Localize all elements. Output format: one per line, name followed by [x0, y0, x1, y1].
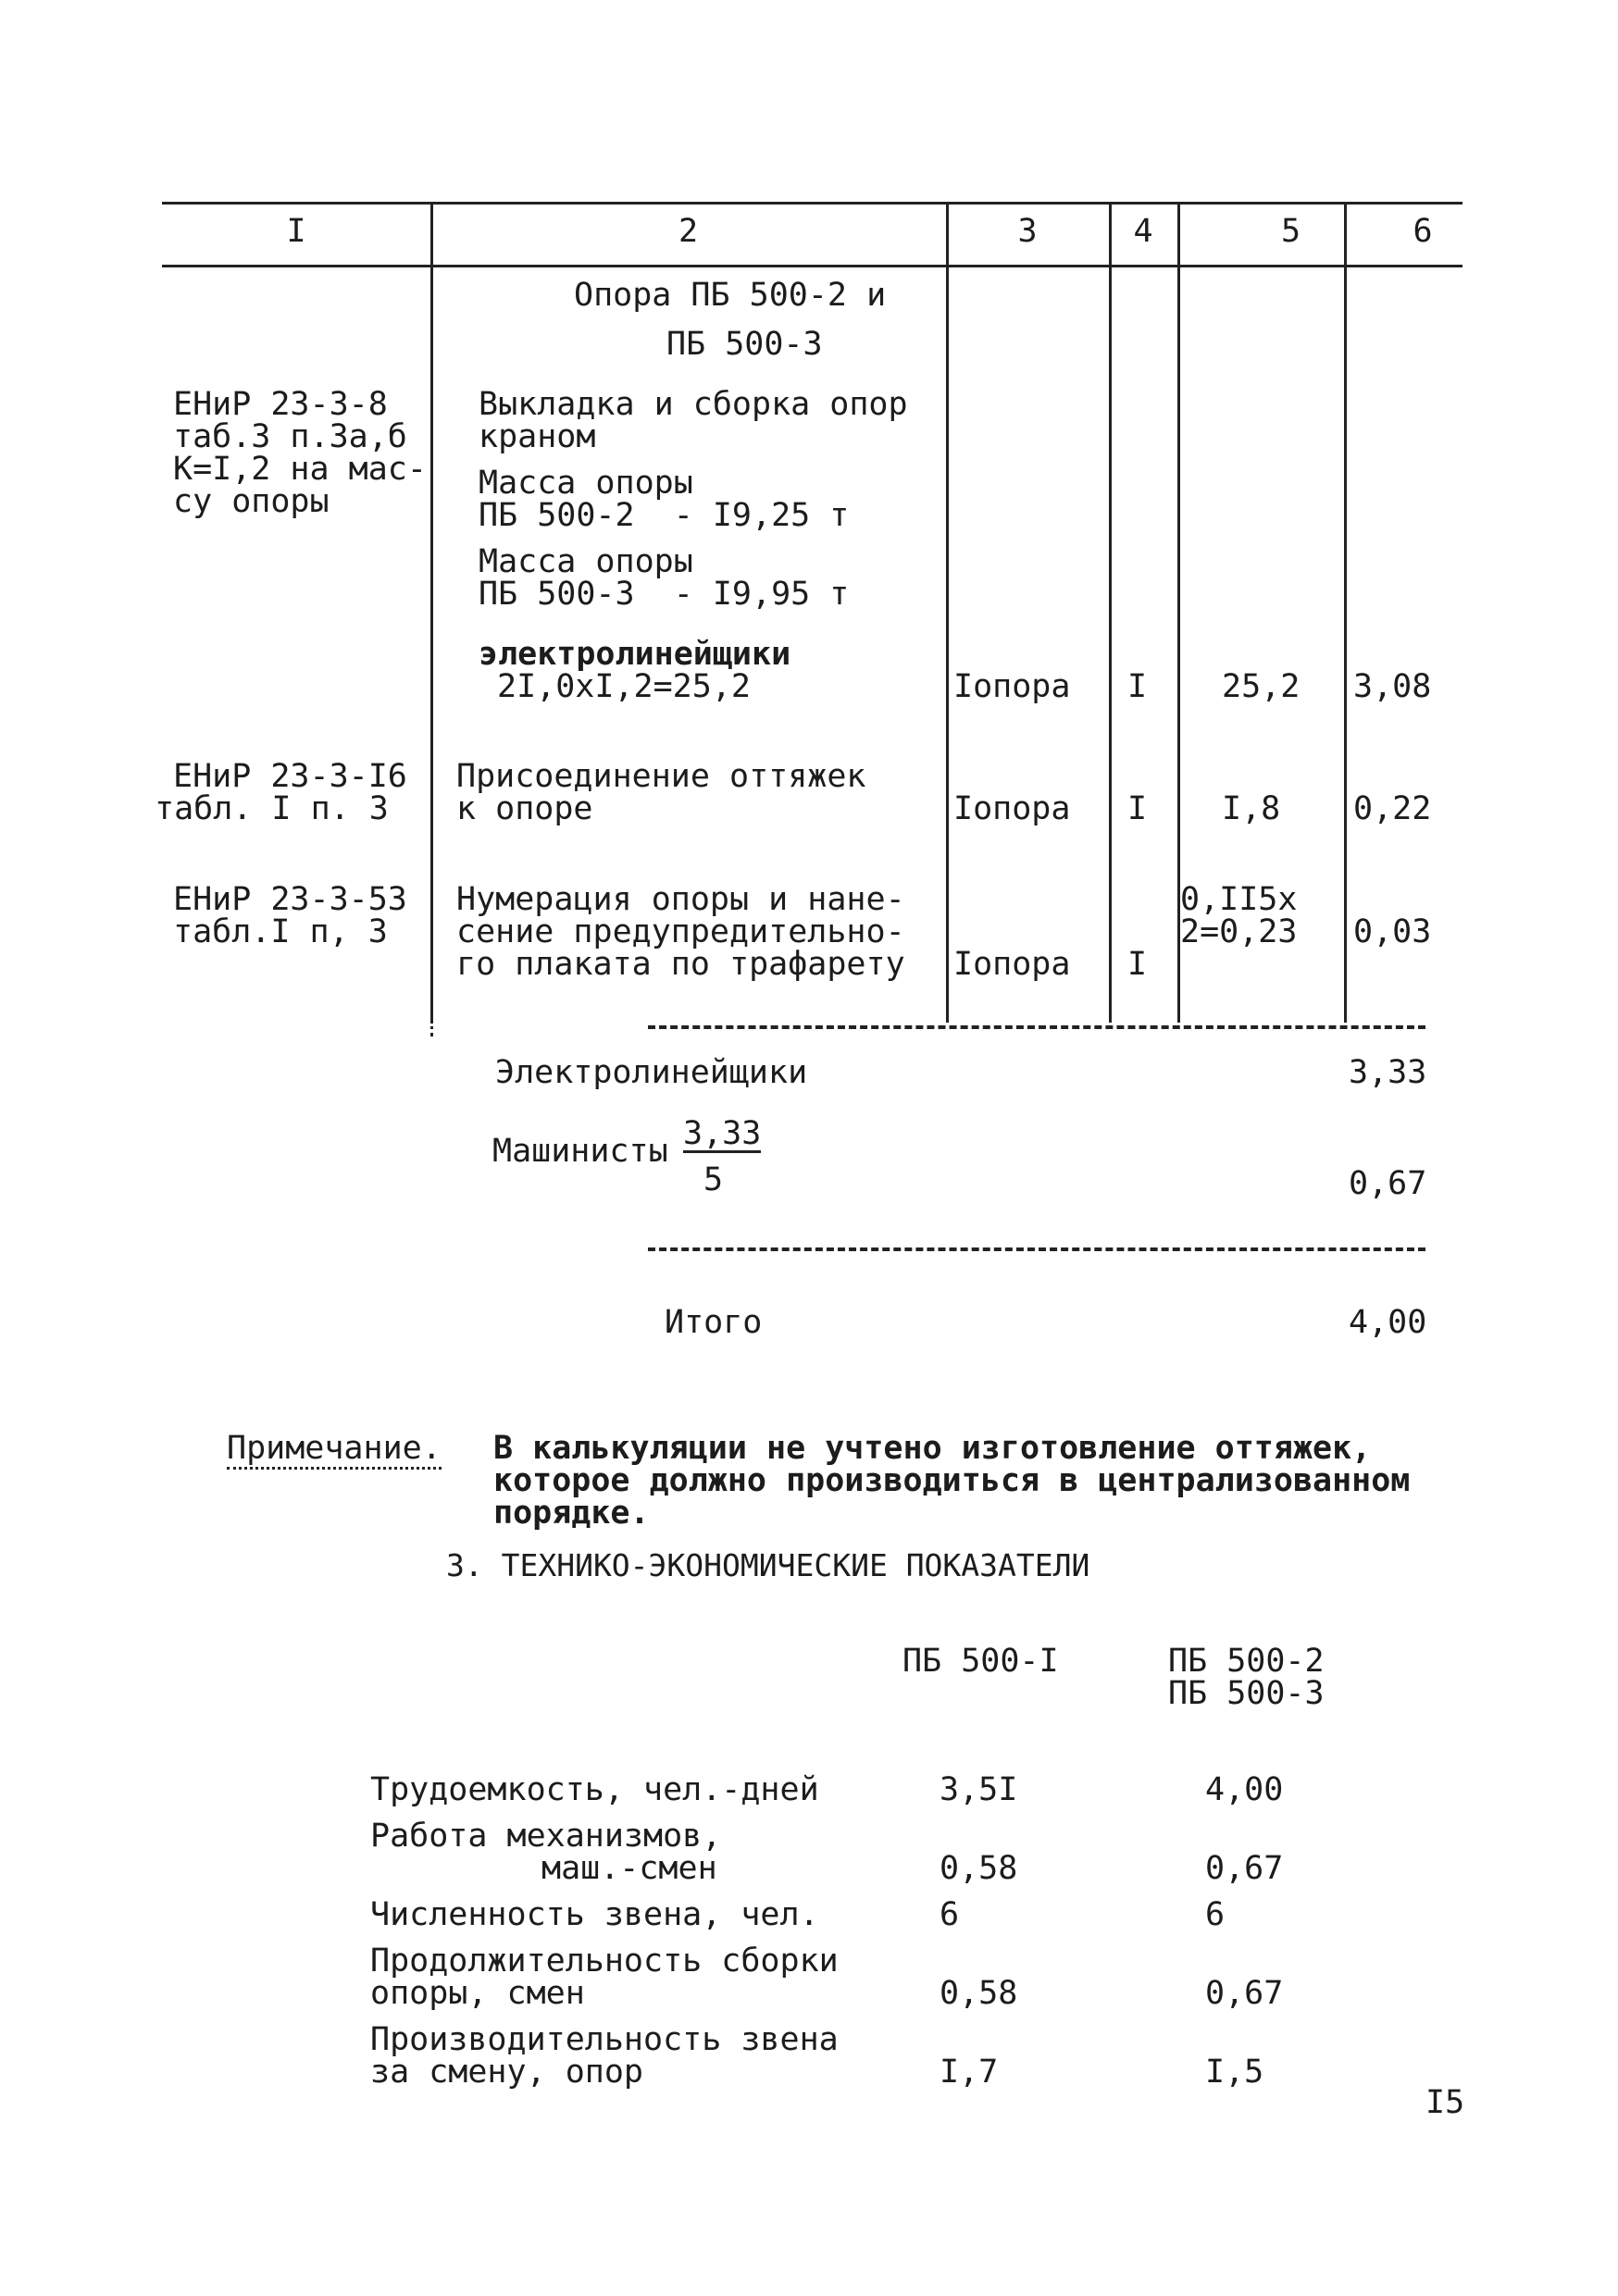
row1-mass2-line2: ПБ 500-3 - I9,95 т	[479, 576, 850, 613]
page-number: I5	[1425, 2084, 1465, 2121]
col-divider-1	[430, 204, 433, 1023]
col-divider-3	[1109, 204, 1112, 1023]
table-top-rule	[162, 202, 1462, 205]
summary-machinists-value: 0,67	[1349, 1165, 1427, 1202]
summary-machinists-numerator: 3,33	[683, 1115, 762, 1152]
header-col-3: 3	[1017, 213, 1038, 250]
col-divider-2	[946, 204, 949, 1023]
indicator-crew-v2: 6	[1205, 1896, 1226, 1933]
row1-mass2-line1: Масса опоры	[479, 543, 693, 580]
row1-unit: Iопора	[953, 668, 1071, 705]
row1-workers-line2: 2I,0хI,2=25,2	[497, 668, 751, 705]
summary-machinists-denominator: 5	[703, 1161, 724, 1198]
row1-workers-line1: электролинейщики	[479, 636, 791, 673]
row1-work-line2: краном	[479, 418, 596, 455]
row2-work-line2: к опоре	[456, 790, 593, 827]
summary-total-value: 4,00	[1349, 1304, 1427, 1341]
row1-work-line1: Выкладка и сборка опор	[479, 386, 908, 423]
row2-total: 0,22	[1353, 790, 1432, 827]
note-line3: порядке.	[493, 1495, 650, 1532]
indicator-duration-v2: 0,67	[1205, 1975, 1284, 2012]
row3-norm-line1: 0,II5х	[1180, 881, 1298, 918]
row2-ref-line1: ЕНиР 23-3-I6	[173, 758, 407, 795]
indicator-labor-v2: 4,00	[1205, 1771, 1284, 1808]
indicator-productivity-v1: I,7	[940, 2054, 999, 2091]
indicator-labor-v1: 3,5I	[940, 1771, 1018, 1808]
row3-qty: I	[1127, 946, 1148, 983]
row2-unit: Iопора	[953, 790, 1071, 827]
summary-dashed-rule	[648, 1247, 1425, 1251]
row3-work-line1: Нумерация опоры и нане-	[456, 881, 905, 918]
row1-ref-line2: таб.3 п.3а,б	[173, 418, 407, 455]
note-line1: В калькуляции не учтено изготовление оттяжек,	[493, 1430, 1372, 1467]
row1-ref-line1: ЕНиР 23-3-8	[173, 386, 388, 423]
section3-col2-header-line2: ПБ 500-3	[1168, 1675, 1325, 1712]
row1-total: 3,08	[1353, 668, 1432, 705]
summary-electricians-value: 3,33	[1349, 1054, 1427, 1091]
indicator-duration-label-line2: опоры, смен	[370, 1975, 585, 2012]
row2-work-line1: Присоединение оттяжек	[456, 758, 866, 795]
indicator-crew-label: Численность звена, чел.	[370, 1896, 819, 1933]
indicator-machines-v1: 0,58	[940, 1850, 1018, 1887]
header-col-5: 5	[1280, 213, 1301, 250]
indicator-productivity-label-line1: Производительность звена	[370, 2021, 839, 2058]
indicator-machines-label-line2: маш.-смен	[541, 1850, 717, 1887]
section-title-line2: ПБ 500-3	[666, 326, 823, 363]
note-label: Примечание.	[227, 1433, 442, 1470]
row1-norm: 25,2	[1222, 668, 1301, 705]
indicator-duration-label-line1: Продолжительность сборки	[370, 1942, 839, 1980]
summary-machinists-label: Машинисты	[492, 1133, 668, 1170]
row2-ref-line2: табл. I п. 3	[155, 790, 389, 827]
col-divider-1-tail	[430, 1009, 433, 1036]
table-bottom-dashed-rule	[648, 1025, 1425, 1029]
note-line2: которое должно производиться в централизованном	[493, 1462, 1411, 1499]
row3-work-line3: го плаката по трафарету	[456, 946, 905, 983]
table-header-rule	[162, 265, 1462, 267]
indicator-duration-v1: 0,58	[940, 1975, 1018, 2012]
row1-mass1-line2: ПБ 500-2 - I9,25 т	[479, 497, 850, 534]
indicator-labor-label: Трудоемкость, чел.-дней	[370, 1771, 819, 1808]
row3-total: 0,03	[1353, 913, 1432, 950]
indicator-machines-label-line1: Работа механизмов,	[370, 1818, 722, 1855]
row3-norm-line2: 2=0,23	[1180, 913, 1298, 950]
row1-ref-line4: су опоры	[173, 483, 330, 520]
row2-qty: I	[1127, 790, 1148, 827]
row2-norm: I,8	[1222, 790, 1281, 827]
row1-qty: I	[1127, 668, 1148, 705]
col-divider-5	[1344, 204, 1347, 1023]
section3-col1-header: ПБ 500-I	[902, 1643, 1059, 1680]
row1-mass1-line1: Масса опоры	[479, 465, 693, 502]
summary-total-label: Итого	[665, 1304, 763, 1341]
indicator-crew-v1: 6	[940, 1896, 960, 1933]
header-col-1: I	[286, 213, 306, 250]
indicator-productivity-v2: I,5	[1205, 2054, 1264, 2091]
row3-work-line2: сение предупредительно-	[456, 913, 905, 950]
indicator-machines-v2: 0,67	[1205, 1850, 1284, 1887]
header-col-4: 4	[1133, 213, 1153, 250]
header-col-6: 6	[1413, 213, 1433, 250]
section-title-line1: Опора ПБ 500-2 и	[574, 277, 887, 314]
row3-unit: Iопора	[953, 946, 1071, 983]
row3-ref-line2: табл.I п, 3	[173, 913, 388, 950]
header-col-2: 2	[678, 213, 699, 250]
indicator-productivity-label-line2: за смену, опор	[370, 2054, 644, 2091]
section3-title: 3. ТЕХНИКО-ЭКОНОМИЧЕСКИЕ ПОКАЗАТЕЛИ	[446, 1547, 1090, 1583]
row1-ref-line3: К=I,2 на мас-	[173, 451, 427, 488]
section3-col2-header-line1: ПБ 500-2	[1168, 1643, 1325, 1680]
summary-electricians-label: Электролинейщики	[495, 1054, 808, 1091]
row3-ref-line1: ЕНиР 23-3-53	[173, 881, 407, 918]
